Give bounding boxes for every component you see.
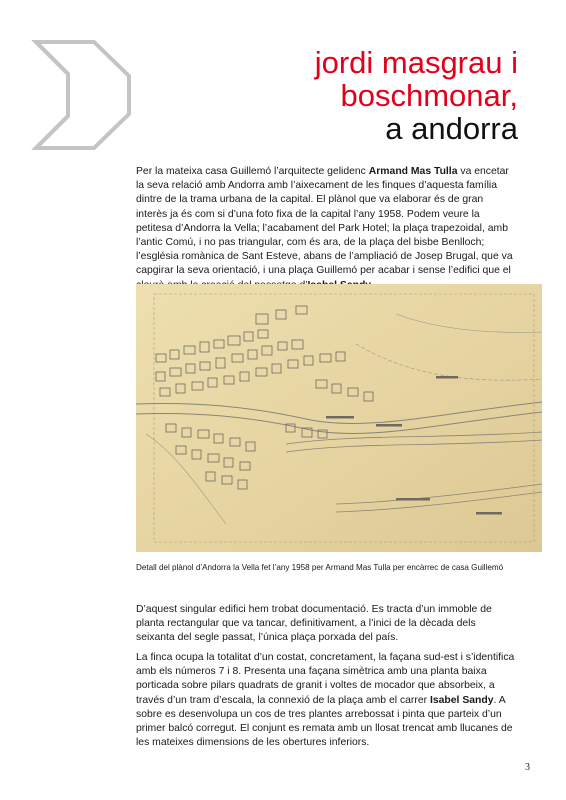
body-paragraph: D’aquest singular edifici hem trobat documentació. Es tracta d’un immoble de planta rectangular que va tancar, definitivament, a l’inici de la dècada dels seixanta del segle passat, l’única plaça porxada del país. (136, 604, 492, 644)
text-run: va encetar la seva relació amb Andorra amb l’aixecament de les finques d’aquesta família dintre de la trama urbana de la capital. El plànol que va elaborar és de gran interès ja és com si d’una foto fixa de la capital l’any 1958. Podem veure la petitesa d’Andorra la Vella; l’acabament del Park Hotel; la plaça trapezoidal, amb l’antic Comú, i no pas triangular, com és ara, de la plaça del bisbe Benlloch; l’església romànica de Sant Esteve, abans de l’ampliació de Josep Brugal, que va capgirar la seva orientació, i una plaça Guillemó per acabar i sense l’edifici que el (136, 166, 513, 277)
text-run: . A sobre es desenvolupa un cos de tres plantes arrebossat i pinta que parteix d’un primer balcó corregut. El conjunt es remata amb un llosat trencat amb llucanes de les mateixes dimensions de les obertures inferiors. (136, 694, 513, 749)
architect-name: Armand Mas Tulla (368, 166, 458, 177)
city-plan-image (136, 284, 542, 552)
page-number: 3 (525, 762, 530, 773)
page-title (315, 46, 518, 145)
figure-caption: Detall del plànol d’Andorra la Vella fet l’any 1958 per Armand Mas Tulla per encàrrec de casa Guillemó (136, 563, 504, 572)
intro-paragraph (136, 165, 516, 293)
title-line-2: boschmonar, (340, 78, 518, 113)
body-paragraph (136, 651, 516, 750)
title-line-1: jordi masgrau i (314, 45, 518, 80)
title-line-3: a andorra (385, 111, 518, 146)
street-name: Isabel Sandy (429, 694, 494, 706)
text-run: La finca ocupa la totalitat d’un costat, concretament, la façana sud-est i s’identifica amb els números 7 i 8. Presenta una façana simètrica amb una planta baixa porticada sobre pilars quadrats de granit i voltes de mocador que absorbeix, a través d’un tram d’escala, la connexió de la plaça amb el carrer (136, 652, 515, 706)
logo-icon (30, 34, 135, 154)
text-run: Per la mateixa casa Guillemó l’arquitecte gelidenc (136, 166, 369, 177)
